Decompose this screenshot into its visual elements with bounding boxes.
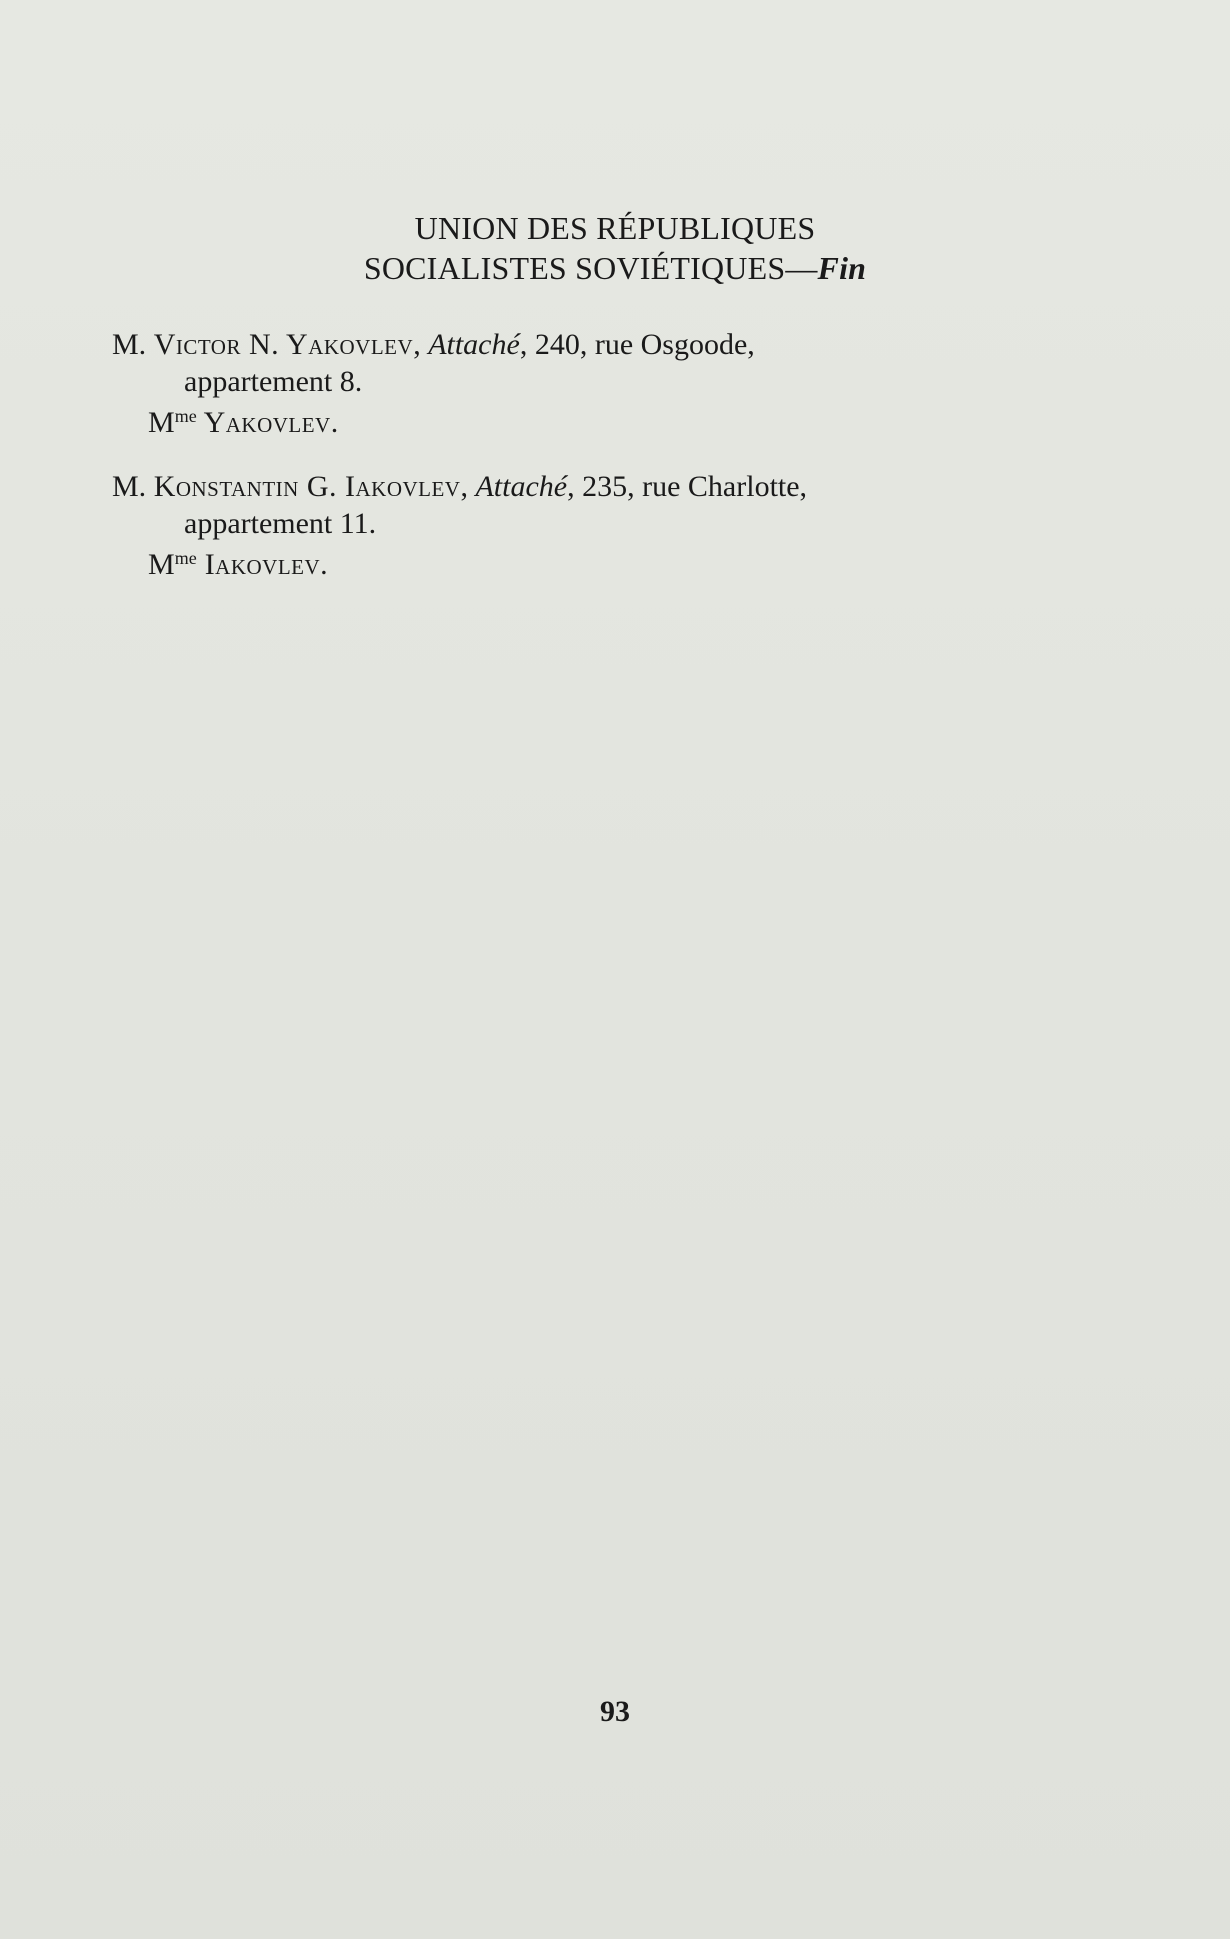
entry-prefix: M. (112, 328, 154, 361)
heading-line-2 (0, 248, 1230, 288)
entry-sep: , (413, 328, 429, 361)
heading-line-1: UNION DES RÉPUBLIQUES (414, 210, 816, 246)
entry-title: Attaché (428, 328, 520, 361)
entry-prefix: M. (112, 470, 154, 503)
page-number: 93 (600, 1695, 630, 1728)
entry-continuation: appartement 11. (184, 507, 377, 540)
directory-entry (112, 326, 1032, 441)
spouse-prefix: M (148, 406, 175, 439)
entry-spouse (112, 404, 1032, 441)
entry-name: Victor N. Yakovlev (153, 328, 414, 361)
entry-address: , 235, rue Charlotte, (567, 470, 808, 503)
entry-continuation: appartement 8. (184, 365, 363, 398)
spouse-name: Yakovlev. (196, 406, 339, 439)
spouse-sup: me (174, 548, 197, 568)
section-heading (0, 208, 1230, 288)
heading-fin: Fin (817, 250, 867, 286)
spouse-name: Iakovlev. (196, 548, 329, 581)
entry-name: Konstantin G. Iakovlev (153, 470, 461, 503)
entry-spouse (112, 546, 1032, 583)
entry-sep: , (460, 470, 476, 503)
spouse-sup: me (174, 406, 197, 426)
heading-line-2-main: SOCIALISTES SOVIÉTIQUES— (363, 250, 818, 286)
spouse-prefix: M (148, 548, 175, 581)
entry-title: Attaché (475, 470, 568, 503)
entry-address: , 240, rue Osgoode, (519, 328, 755, 361)
entry-main-line (112, 468, 1032, 505)
directory-entry (112, 468, 1032, 583)
entry-main-line (112, 326, 1032, 363)
